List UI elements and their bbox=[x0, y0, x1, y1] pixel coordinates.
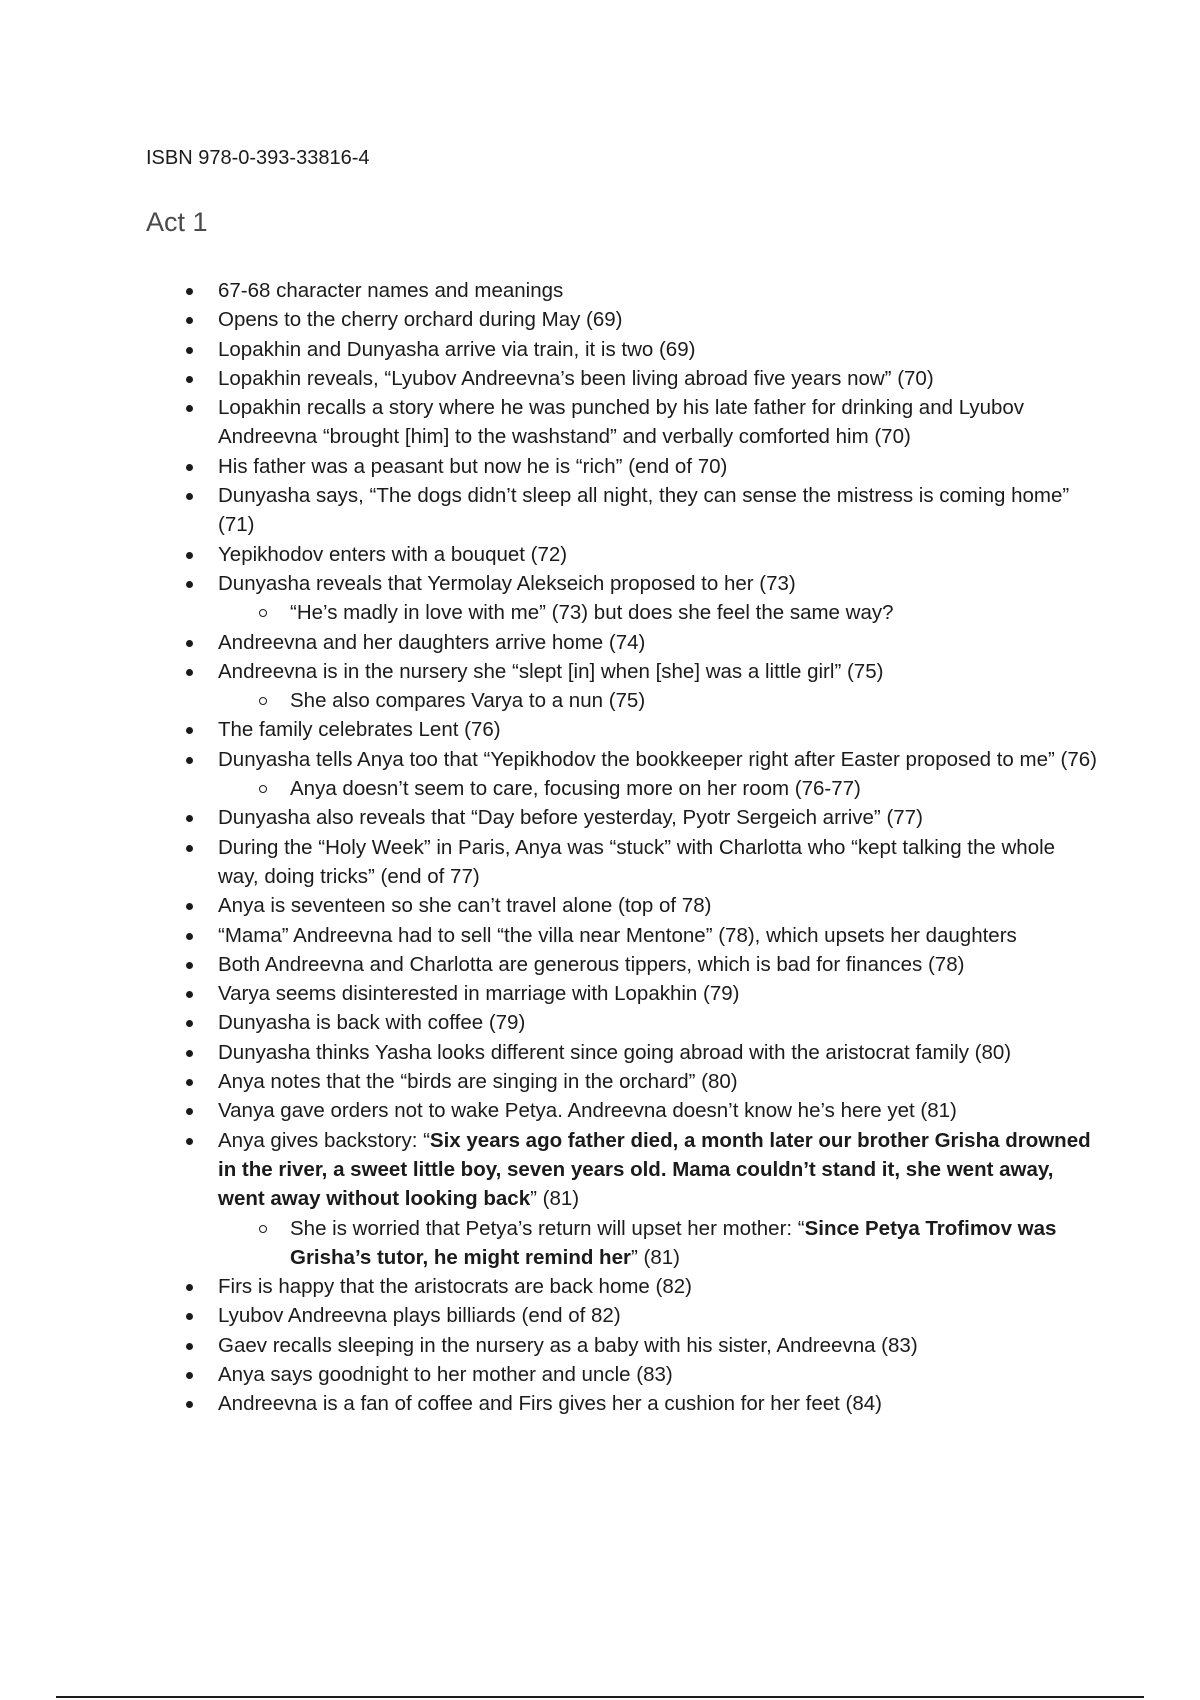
sub-list bbox=[218, 774, 1100, 803]
sub-list bbox=[218, 686, 1100, 715]
list-item bbox=[180, 569, 1100, 628]
list-item bbox=[180, 745, 1100, 804]
page-bottom-rule bbox=[56, 1696, 1144, 1698]
list-item: Gaev recalls sleeping in the nursery as a baby with his sister, Andreevna (83) bbox=[180, 1331, 1100, 1360]
sub-list-item: “He’s madly in love with me” (73) but does she feel the same way? bbox=[218, 598, 1100, 627]
sub-list-item bbox=[218, 1214, 1100, 1273]
list-item: Anya says goodnight to her mother and uncle (83) bbox=[180, 1360, 1100, 1389]
list-item: Andreevna and her daughters arrive home (74) bbox=[180, 628, 1100, 657]
list-item-text: Dunyasha tells Anya too that “Yepikhodov the bookkeeper right after Easter proposed to me” (76) bbox=[218, 747, 1097, 771]
backstory-sub-prefix: She is worried that Petya’s return will upset her mother: “ bbox=[290, 1216, 805, 1240]
backstory-sub-quote: Since Petya Trofimov was Grisha’s tutor, he might remind her bbox=[290, 1216, 1057, 1269]
list-item: Both Andreevna and Charlotta are generous tippers, which is bad for finances (78) bbox=[180, 950, 1100, 979]
list-item: Andreevna is a fan of coffee and Firs gives her a cushion for her feet (84) bbox=[180, 1389, 1100, 1418]
list-item: Vanya gave orders not to wake Petya. Andreevna doesn’t know he’s here yet (81) bbox=[180, 1096, 1100, 1125]
sub-list bbox=[218, 598, 1100, 627]
list-item: Lopakhin and Dunyasha arrive via train, it is two (69) bbox=[180, 335, 1100, 364]
backstory-item bbox=[180, 1126, 1100, 1272]
list-item-text: Andreevna is in the nursery she “slept [in] when [she] was a little girl” (75) bbox=[218, 659, 884, 683]
notes-list bbox=[180, 276, 1100, 1419]
backstory-sub-suffix: ” (81) bbox=[630, 1245, 680, 1269]
list-item: Dunyasha says, “The dogs didn’t sleep all night, they can sense the mistress is coming home” (71) bbox=[180, 481, 1100, 540]
list-item: Dunyasha also reveals that “Day before yesterday, Pyotr Sergeich arrive” (77) bbox=[180, 803, 1100, 832]
list-item: “Mama” Andreevna had to sell “the villa near Mentone” (78), which upsets her daughters bbox=[180, 921, 1100, 950]
list-item-text: Dunyasha reveals that Yermolay Alekseich proposed to her (73) bbox=[218, 571, 796, 595]
backstory-quote: Six years ago father died, a month later our brother Grisha drowned in the river, a sweet little boy, seven years old. Mama couldn’t stand it, she went away, went away without looking back bbox=[218, 1128, 1091, 1211]
list-item: Lopakhin recalls a story where he was punched by his late father for drinking and Lyubov Andreevna “brought [him] to the washstand” and verbally comforted him (70) bbox=[180, 393, 1100, 452]
list-item: Anya is seventeen so she can’t travel alone (top of 78) bbox=[180, 891, 1100, 920]
act-heading: Act 1 bbox=[146, 207, 208, 237]
list-item: Dunyasha is back with coffee (79) bbox=[180, 1008, 1100, 1037]
list-item: Lyubov Andreevna plays billiards (end of 82) bbox=[180, 1301, 1100, 1330]
list-item: Yepikhodov enters with a bouquet (72) bbox=[180, 540, 1100, 569]
backstory-prefix: Anya gives backstory: “ bbox=[218, 1128, 430, 1152]
list-item: Anya notes that the “birds are singing in the orchard” (80) bbox=[180, 1067, 1100, 1096]
list-item: Opens to the cherry orchard during May (69) bbox=[180, 305, 1100, 334]
sub-list-item: She also compares Varya to a nun (75) bbox=[218, 686, 1100, 715]
list-item: The family celebrates Lent (76) bbox=[180, 715, 1100, 744]
list-item: His father was a peasant but now he is “rich” (end of 70) bbox=[180, 452, 1100, 481]
list-item: Varya seems disinterested in marriage with Lopakhin (79) bbox=[180, 979, 1100, 1008]
backstory-suffix: ” (81) bbox=[530, 1187, 580, 1211]
isbn-line: ISBN 978-0-393-33816-4 bbox=[146, 147, 370, 169]
list-item: 67-68 character names and meanings bbox=[180, 276, 1100, 305]
list-item: During the “Holy Week” in Paris, Anya was “stuck” with Charlotta who “kept talking the whole way, doing tricks” (end of 77) bbox=[180, 833, 1100, 892]
list-item: Lopakhin reveals, “Lyubov Andreevna’s been living abroad five years now” (70) bbox=[180, 364, 1100, 393]
sub-list-item: Anya doesn’t seem to care, focusing more on her room (76-77) bbox=[218, 774, 1100, 803]
sub-list bbox=[218, 1214, 1100, 1273]
list-item: Firs is happy that the aristocrats are back home (82) bbox=[180, 1272, 1100, 1301]
list-item bbox=[180, 657, 1100, 716]
list-item: Dunyasha thinks Yasha looks different since going abroad with the aristocrat family (80) bbox=[180, 1038, 1100, 1067]
